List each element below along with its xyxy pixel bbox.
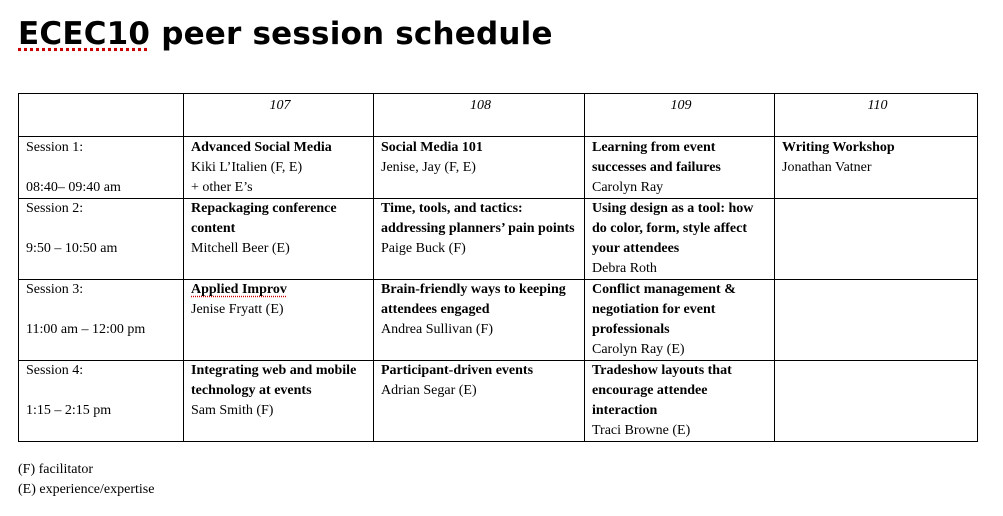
talk-title: Repackaging conference content (191, 201, 337, 236)
room-header: 110 (775, 94, 978, 137)
empty-cell (775, 361, 978, 442)
table-header-row (19, 94, 978, 137)
session-cell (19, 280, 184, 361)
session-cell (19, 361, 184, 442)
session-label: Session 1: (26, 140, 84, 155)
page-title (18, 12, 553, 56)
talk-cell (184, 280, 374, 361)
table-row (19, 280, 978, 361)
schedule-table (18, 93, 978, 442)
talk-presenter: Debra Roth (592, 261, 657, 276)
room-header: 108 (374, 94, 585, 137)
talk-cell (585, 361, 775, 442)
talk-presenter: Carolyn Ray (592, 180, 664, 195)
session-label: Session 2: (26, 201, 84, 216)
talk-presenter: Traci Browne (E) (592, 423, 691, 438)
talk-title: Participant-driven events (381, 363, 534, 378)
talk-cell (374, 361, 585, 442)
empty-cell (775, 280, 978, 361)
header-corner-cell (19, 94, 184, 137)
talk-cell (374, 137, 585, 199)
room-header: 109 (585, 94, 775, 137)
talk-cell (775, 137, 978, 199)
table-row (19, 199, 978, 280)
talk-presenter: Andrea Sullivan (F) (381, 322, 493, 337)
talk-title: Brain-friendly ways to keeping attendees engaged (381, 282, 566, 317)
talk-cell (374, 280, 585, 361)
talk-cell (184, 199, 374, 280)
talk-title: Advanced Social Media (191, 140, 332, 155)
legend (18, 460, 154, 500)
talk-title: Using design as a tool: how do color, form, style affect your attendees (592, 201, 754, 256)
session-time: 08:40– 09:40 am (26, 180, 121, 195)
table-row (19, 137, 978, 199)
talk-presenter: Kiki L’Italien (F, E) (191, 160, 303, 175)
talk-presenter: + other E’s (191, 180, 253, 195)
talk-presenter: Sam Smith (F) (191, 403, 274, 418)
talk-title: Learning from event successes and failures (592, 140, 721, 175)
talk-title: Social Media 101 (381, 140, 483, 155)
talk-title-text: Applied Improv (191, 282, 287, 297)
talk-cell (585, 280, 775, 361)
talk-presenter: Jenise Fryatt (E) (191, 302, 284, 317)
talk-title: Time, tools, and tactics: addressing planners’ pain points (381, 201, 575, 236)
title-text: peer session schedule (150, 16, 553, 52)
table-row (19, 361, 978, 442)
talk-title: Writing Workshop (782, 140, 895, 155)
talk-title: Conflict management & negotiation for event professionals (592, 282, 736, 337)
empty-cell (775, 199, 978, 280)
talk-cell (374, 199, 585, 280)
talk-title: Tradeshow layouts that encourage attendee interaction (592, 363, 732, 418)
session-label: Session 3: (26, 282, 84, 297)
session-time: 9:50 – 10:50 am (26, 241, 118, 256)
talk-title (191, 280, 369, 300)
talk-presenter: Jonathan Vatner (782, 160, 872, 175)
session-cell (19, 199, 184, 280)
legend-expertise: (E) experience/expertise (18, 482, 155, 497)
talk-cell (585, 199, 775, 280)
session-label: Session 4: (26, 363, 84, 378)
talk-presenter: Adrian Segar (E) (381, 383, 477, 398)
session-time: 1:15 – 2:15 pm (26, 403, 112, 418)
talk-title: Integrating web and mobile technology at events (191, 363, 357, 398)
talk-presenter: Jenise, Jay (F, E) (381, 160, 476, 175)
talk-presenter: Paige Buck (F) (381, 241, 466, 256)
talk-presenter: Mitchell Beer (E) (191, 241, 290, 256)
talk-cell (184, 361, 374, 442)
talk-presenter: Carolyn Ray (E) (592, 342, 685, 357)
legend-facilitator: (F) facilitator (18, 462, 94, 477)
talk-cell (585, 137, 775, 199)
room-header: 107 (184, 94, 374, 137)
session-cell (19, 137, 184, 199)
talk-cell (184, 137, 374, 199)
session-time: 11:00 am – 12:00 pm (26, 322, 146, 337)
title-event-code: ECEC10 (18, 16, 151, 52)
